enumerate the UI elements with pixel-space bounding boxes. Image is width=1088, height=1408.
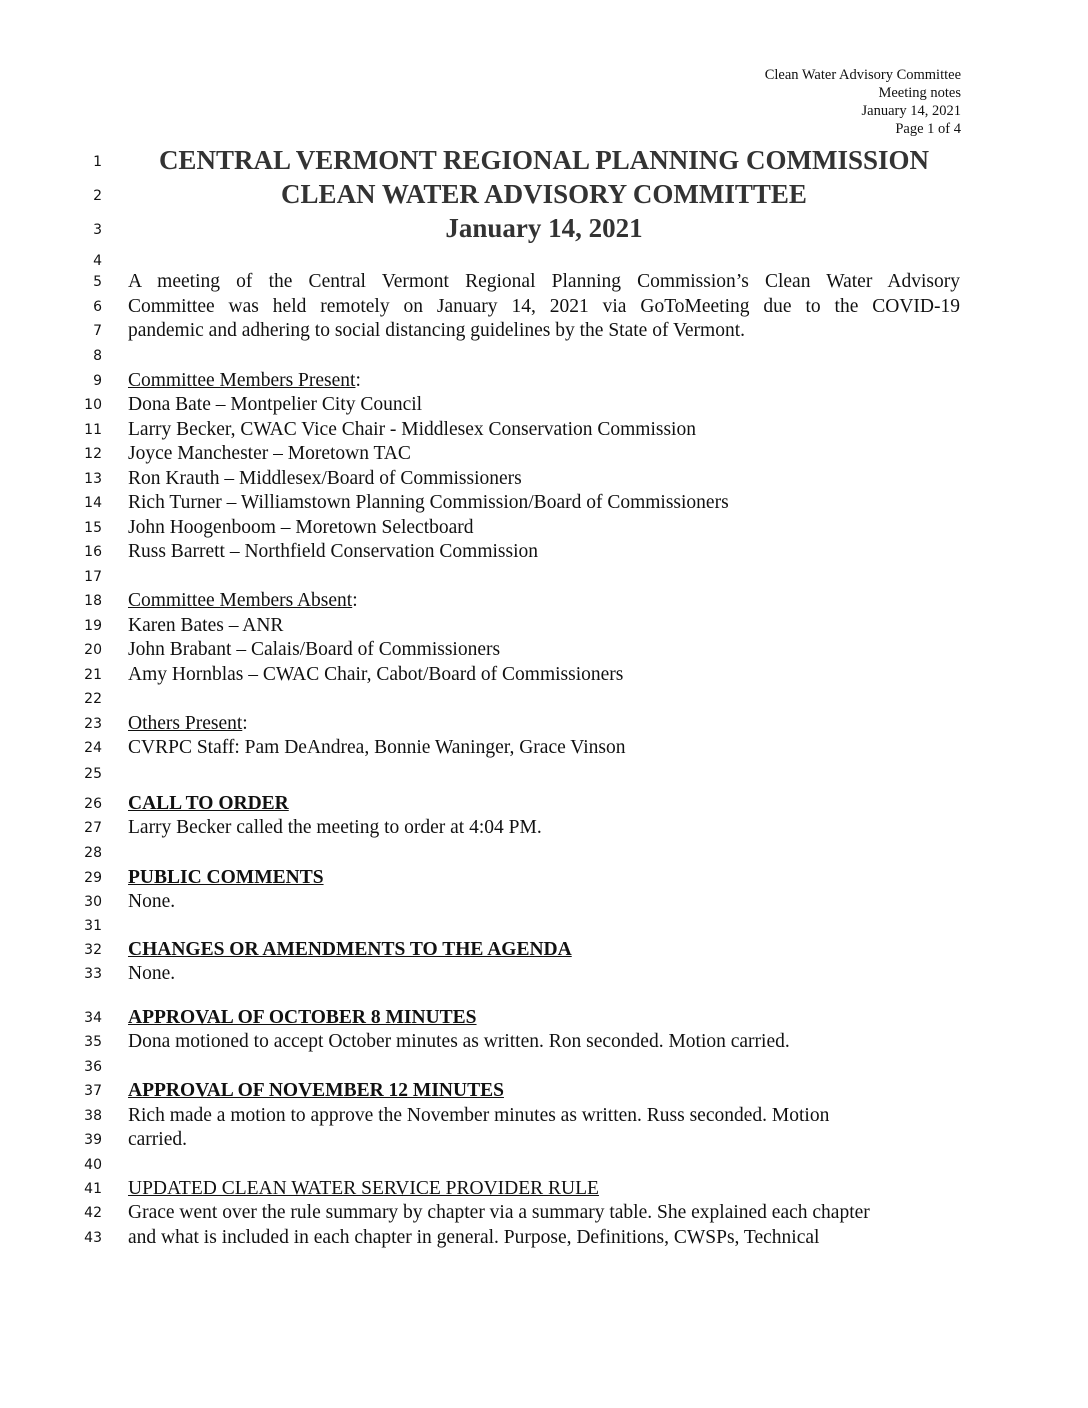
line-14 (0, 491, 1088, 515)
document-date: January 14, 2021 (445, 213, 643, 243)
line-38 (0, 1104, 1088, 1128)
line-number: 5 (93, 274, 102, 290)
line-28 (0, 841, 1088, 865)
line-number: 18 (84, 593, 102, 609)
line-number: 42 (84, 1205, 102, 1221)
member-present: Russ Barrett – Northfield Conservation Commission (128, 541, 539, 562)
others-present-label-text: Others Present (128, 713, 243, 734)
label-colon: : (352, 590, 358, 611)
line-number: 4 (93, 253, 102, 269)
line-3 (0, 213, 1088, 243)
line-37 (0, 1079, 1088, 1103)
member-absent: Amy Hornblas – CWAC Chair, Cabot/Board of Commissioners (128, 664, 624, 685)
line-20 (0, 638, 1088, 662)
line-23 (0, 712, 1088, 736)
line-number: 11 (84, 422, 102, 438)
section-body: Rich made a motion to approve the November minutes as written. Russ seconded. Motion (128, 1105, 830, 1126)
line-number: 15 (84, 520, 102, 536)
line-29 (0, 866, 1088, 890)
line-number: 36 (84, 1059, 102, 1075)
member-present: Joyce Manchester – Moretown TAC (128, 443, 411, 464)
member-present: Rich Turner – Williamstown Planning Commission/Board of Commissioners (128, 492, 729, 513)
section-body: carried. (128, 1129, 187, 1150)
section-body: None. (128, 891, 176, 912)
label-colon: : (242, 713, 248, 734)
line-22 (0, 687, 1088, 711)
document-subtitle: CLEAN WATER ADVISORY COMMITTEE (281, 179, 807, 209)
line-number: 28 (84, 845, 102, 861)
intro-paragraph-line: Committee was held remotely on January 14, 2021 via GoToMeeting due to the COVID-19 (128, 296, 960, 317)
line-number: 37 (84, 1083, 102, 1099)
line-number: 9 (93, 373, 102, 389)
line-30 (0, 890, 1088, 914)
members-absent-label-text: Committee Members Absent (128, 590, 353, 611)
line-9 (0, 369, 1088, 393)
line-15 (0, 516, 1088, 540)
header-committee-name: Clean Water Advisory Committee (764, 67, 961, 83)
line-number: 24 (84, 740, 102, 756)
line-number: 40 (84, 1157, 102, 1173)
section-heading-call-to-order: CALL TO ORDER (128, 793, 289, 814)
line-number: 3 (93, 222, 102, 238)
line-number: 41 (84, 1181, 102, 1197)
line-number: 33 (84, 966, 102, 982)
header-page-number: Page 1 of 4 (895, 121, 961, 137)
line-number: 19 (84, 618, 102, 634)
line-number: 21 (84, 667, 102, 683)
line-41 (0, 1177, 1088, 1201)
line-26 (0, 792, 1088, 816)
line-number: 1 (93, 154, 102, 170)
line-number: 16 (84, 544, 102, 560)
others-present-label (128, 712, 248, 736)
line-42 (0, 1201, 1088, 1225)
line-number: 2 (93, 188, 102, 204)
line-number: 34 (84, 1010, 102, 1026)
line-number: 27 (84, 820, 102, 836)
section-body: and what is included in each chapter in general. Purpose, Definitions, CWSPs, Technical (128, 1227, 820, 1248)
line-31 (0, 914, 1088, 938)
line-12 (0, 442, 1088, 466)
line-33 (0, 962, 1088, 986)
intro-paragraph-line: pandemic and adhering to social distancing guidelines by the State of Vermont. (128, 320, 745, 341)
document-title: CENTRAL VERMONT REGIONAL PLANNING COMMISSION (158, 145, 930, 175)
member-absent: Karen Bates – ANR (128, 615, 284, 636)
line-25 (0, 762, 1088, 786)
member-present: Dona Bate – Montpelier City Council (128, 394, 423, 415)
line-number: 13 (84, 471, 102, 487)
line-39 (0, 1128, 1088, 1152)
running-header (765, 66, 961, 138)
header-date: January 14, 2021 (861, 103, 961, 119)
label-colon: : (355, 370, 361, 391)
line-7 (0, 319, 1088, 343)
members-absent-label (128, 589, 358, 613)
line-43 (0, 1226, 1088, 1250)
line-21 (0, 663, 1088, 687)
line-number: 17 (84, 569, 102, 585)
line-number: 7 (93, 323, 102, 339)
line-number: 25 (84, 766, 102, 782)
line-13 (0, 467, 1088, 491)
line-2 (0, 179, 1088, 209)
line-number: 29 (84, 870, 102, 886)
line-16 (0, 540, 1088, 564)
members-present-label (128, 369, 361, 393)
line-number: 26 (84, 796, 102, 812)
line-35 (0, 1030, 1088, 1054)
section-heading-november-minutes: APPROVAL OF NOVEMBER 12 MINUTES (128, 1080, 504, 1101)
line-number: 31 (84, 918, 102, 934)
line-6 (0, 295, 1088, 319)
line-5 (0, 270, 1088, 294)
line-11 (0, 418, 1088, 442)
line-number: 12 (84, 446, 102, 462)
line-number: 32 (84, 942, 102, 958)
line-24 (0, 736, 1088, 760)
member-present: Larry Becker, CWAC Vice Chair - Middlesex Conservation Commission (128, 419, 696, 440)
members-present-label-text: Committee Members Present (128, 370, 356, 391)
line-36 (0, 1055, 1088, 1079)
section-body: Larry Becker called the meeting to order at 4:04 PM. (128, 817, 542, 838)
line-number: 35 (84, 1034, 102, 1050)
section-heading-october-minutes: APPROVAL OF OCTOBER 8 MINUTES (128, 1007, 477, 1028)
line-34 (0, 1006, 1088, 1030)
line-18 (0, 589, 1088, 613)
line-number: 14 (84, 495, 102, 511)
member-present: Ron Krauth – Middlesex/Board of Commissioners (128, 468, 522, 489)
intro-paragraph-line: A meeting of the Central Vermont Regional Planning Commission’s Clean Water Advisory (128, 271, 960, 292)
line-number: 22 (84, 691, 102, 707)
line-number: 6 (93, 299, 102, 315)
line-8 (0, 344, 1088, 368)
line-number: 10 (84, 397, 102, 413)
line-number: 39 (84, 1132, 102, 1148)
line-10 (0, 393, 1088, 417)
header-doc-type: Meeting notes (878, 85, 961, 101)
member-absent: John Brabant – Calais/Board of Commissioners (128, 639, 501, 660)
section-heading-cwsp-rule: UPDATED CLEAN WATER SERVICE PROVIDER RULE (128, 1178, 599, 1199)
line-19 (0, 614, 1088, 638)
section-body: Dona motioned to accept October minutes as written. Ron seconded. Motion carried. (128, 1031, 790, 1052)
section-heading-agenda-changes: CHANGES OR AMENDMENTS TO THE AGENDA (128, 939, 572, 960)
section-body: None. (128, 963, 176, 984)
line-number: 23 (84, 716, 102, 732)
line-32 (0, 938, 1088, 962)
line-40 (0, 1153, 1088, 1177)
member-present: John Hoogenboom – Moretown Selectboard (128, 517, 474, 538)
section-heading-public-comments: PUBLIC COMMENTS (128, 867, 324, 888)
line-number: 20 (84, 642, 102, 658)
line-27 (0, 816, 1088, 840)
line-number: 38 (84, 1108, 102, 1124)
staff-present: CVRPC Staff: Pam DeAndrea, Bonnie Waninger, Grace Vinson (128, 737, 626, 758)
line-1 (0, 145, 1088, 175)
line-number: 30 (84, 894, 102, 910)
line-number: 8 (93, 348, 102, 364)
line-17 (0, 565, 1088, 589)
line-number: 43 (84, 1230, 102, 1246)
section-body: Grace went over the rule summary by chapter via a summary table. She explained each chapter (128, 1202, 870, 1223)
